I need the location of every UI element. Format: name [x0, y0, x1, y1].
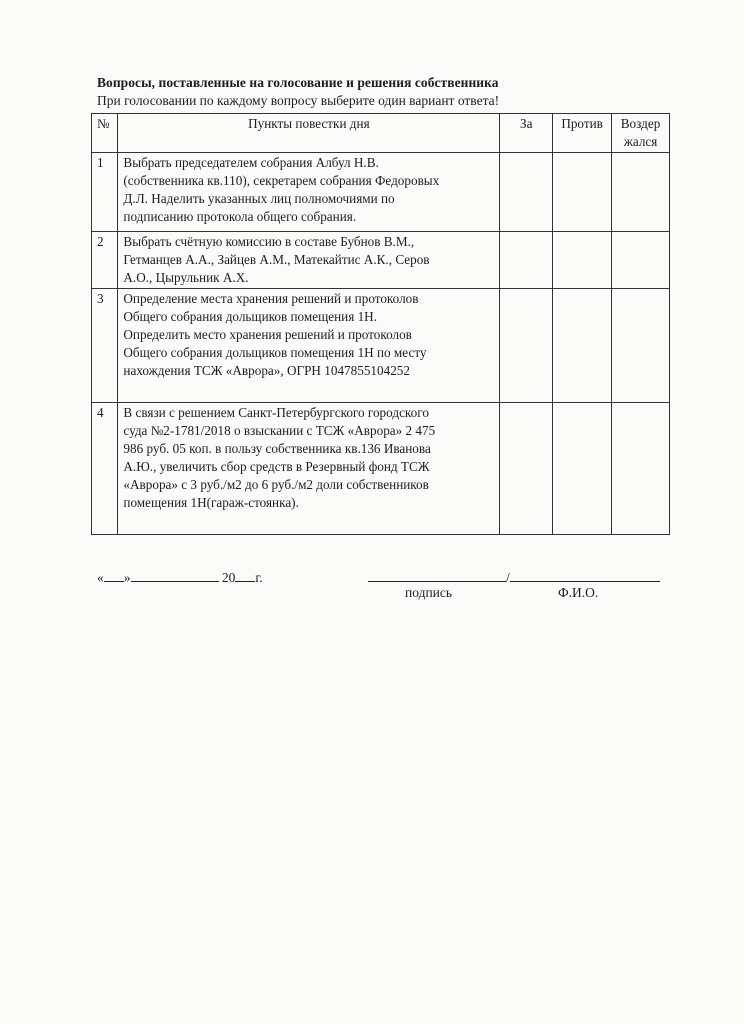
vote-against-cell[interactable] — [553, 403, 612, 535]
header-abstain-line1: Воздер — [620, 116, 661, 131]
date-close-quote: » — [123, 570, 131, 585]
day-blank[interactable] — [104, 568, 124, 582]
header-for: За — [500, 114, 553, 153]
agenda-line: А.О., Цырульник А.Х. — [123, 270, 249, 285]
agenda-line: 986 руб. 05 коп. в пользу собственника кв.136 Иванова — [123, 441, 431, 456]
name-blank[interactable] — [510, 568, 660, 582]
agenda-line: Гетманцев А.А., Зайцев А.М., Матекайтис А.К., Серов — [123, 252, 430, 267]
agenda-line: «Аврора» с 3 руб./м2 до 6 руб./м2 доли собственников — [123, 477, 429, 492]
vote-against-cell[interactable] — [553, 232, 612, 289]
header-against: Против — [553, 114, 612, 153]
vote-abstain-cell[interactable] — [612, 403, 670, 535]
header-number: № — [92, 114, 118, 153]
agenda-line: подписанию протокола общего собрания. — [123, 209, 357, 224]
agenda-line: Выбрать счётную комиссию в составе Бубнов В.М., — [123, 234, 415, 249]
vote-for-cell[interactable] — [500, 289, 553, 403]
table-row — [92, 232, 670, 289]
vote-for-cell[interactable] — [500, 153, 553, 232]
agenda-line: Выбрать председателем собрания Албул Н.В. — [123, 155, 379, 170]
agenda-line: В связи с решением Санкт-Петербургского городского — [123, 405, 429, 420]
vote-against-cell[interactable] — [553, 153, 612, 232]
row-number: 1 — [92, 153, 118, 232]
agenda-item-text — [118, 403, 500, 535]
agenda-item-text — [118, 153, 500, 232]
agenda-item-text — [118, 289, 500, 403]
agenda-line: Определение места хранения решений и протоколов — [123, 291, 419, 306]
agenda-item-text — [118, 232, 500, 289]
agenda-line: нахождения ТСЖ «Аврора», ОГРН 1047855104252 — [123, 363, 410, 378]
agenda-line: суда №2-1781/2018 о взыскании с ТСЖ «Аврора» 2 475 — [123, 423, 436, 438]
agenda-line: Общего собрания дольщиков помещения 1Н по месту — [123, 345, 427, 360]
row-number: 3 — [92, 289, 118, 403]
table-row — [92, 403, 670, 535]
vote-abstain-cell[interactable] — [612, 153, 670, 232]
name-label: Ф.И.О. — [558, 585, 599, 600]
header-abstain-line2: жался — [623, 134, 658, 149]
agenda-line: А.Ю., увеличить сбор средств в Резервный фонд ТСЖ — [123, 459, 430, 474]
agenda-line: (собственника кв.110), секретарем собрания Федоровых — [123, 173, 440, 188]
agenda-line: Определить место хранения решений и протоколов — [123, 327, 412, 342]
voting-table — [91, 113, 670, 535]
vote-abstain-cell[interactable] — [612, 289, 670, 403]
vote-for-cell[interactable] — [500, 232, 553, 289]
signature-label: подпись — [405, 585, 453, 600]
signature-blank[interactable] — [368, 568, 506, 582]
agenda-line: Д.Л. Наделить указанных лиц полномочиями по — [123, 191, 395, 206]
vote-abstain-cell[interactable] — [612, 232, 670, 289]
year-blank[interactable] — [235, 568, 255, 582]
signature-line — [368, 568, 660, 586]
row-number: 4 — [92, 403, 118, 535]
row-number: 2 — [92, 232, 118, 289]
vote-for-cell[interactable] — [500, 403, 553, 535]
header-agenda: Пункты повестки дня — [118, 114, 500, 153]
header-abstain — [612, 114, 670, 153]
date-line — [97, 568, 263, 586]
voting-instruction: При голосовании по каждому вопросу выберите один вариант ответа! — [97, 93, 500, 108]
vote-against-cell[interactable] — [553, 289, 612, 403]
agenda-line: помещения 1Н(гараж-стоянка). — [123, 495, 299, 510]
year-prefix: 20 — [221, 570, 236, 585]
date-open-quote: « — [97, 570, 104, 585]
signature-separator: / — [506, 570, 510, 585]
month-blank[interactable] — [131, 568, 219, 582]
agenda-line: Общего собрания дольщиков помещения 1Н. — [123, 309, 377, 324]
section-heading: Вопросы, поставленные на голосование и решения собственника — [97, 75, 499, 90]
table-row — [92, 289, 670, 403]
table-row — [92, 153, 670, 232]
year-suffix: г. — [255, 570, 263, 585]
table-header-row — [92, 114, 670, 153]
